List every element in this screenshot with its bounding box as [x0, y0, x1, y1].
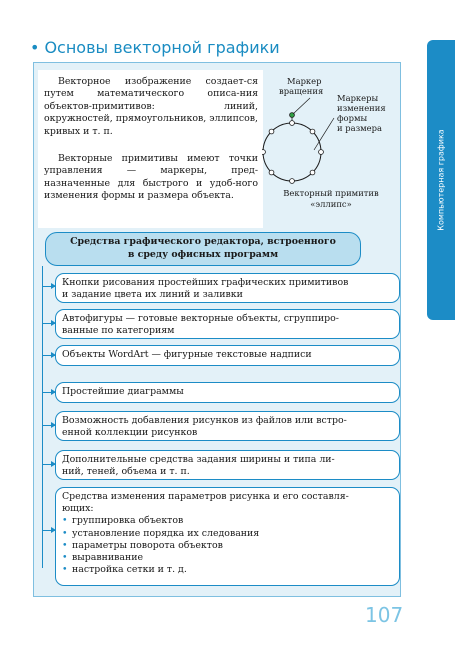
- chapter-tab-label: Компьютерная графика: [436, 129, 446, 231]
- resize-pointer: [314, 118, 334, 150]
- section-title-text: Основы векторной графики: [44, 38, 280, 57]
- intro-paragraph-2: Векторные примитивы имеют точки управления — маркеры, пред-назначенные для быстрого и удоб-ного изменения формы и размера объекта.: [44, 153, 258, 202]
- tool-item-line-2: ний, теней, объема и т. п.: [62, 466, 190, 478]
- figure-caption-line-1: Векторный примитив: [283, 188, 379, 198]
- connector-arrow: [42, 392, 55, 393]
- tool-item-line-1: Дополнительные средства задания ширины и типа ли-: [62, 454, 335, 465]
- rotation-pointer: [293, 98, 310, 114]
- tool-item-line-1: Простейшие диаграммы: [62, 386, 184, 397]
- tool-item-line-1: Автофигуры — готовые векторные объекты, сгруппиро-: [62, 313, 339, 324]
- title-bullet: •: [30, 38, 40, 57]
- tool-item-line-2: енной коллекции рисунков: [62, 427, 198, 439]
- connector-arrow: [42, 425, 55, 426]
- figure-caption-line-2: «эллипс»: [310, 198, 352, 209]
- tool-item-line-2: и задание цвета их линий и заливки: [62, 289, 243, 301]
- resize-handle-top-right: [310, 129, 315, 134]
- tool-item-line-2: ванные по категориям: [62, 325, 175, 337]
- tool-item: [55, 273, 400, 303]
- tool-item-line-1: Объекты WordArt — фигурные текстовые надписи: [62, 349, 312, 360]
- resize-handle-left: [262, 150, 265, 155]
- connector-line: [42, 266, 43, 568]
- parameter-list-item: • группировка объектов: [62, 515, 393, 527]
- chapter-tab: [427, 40, 455, 320]
- tool-item: [55, 411, 400, 441]
- resize-handle-top-left: [269, 129, 274, 134]
- tool-item: [55, 450, 400, 480]
- tool-item-line-1: Возможность добавления рисунков из файлов или встро-: [62, 415, 347, 426]
- parameter-list-item: • параметры поворота объектов: [62, 540, 393, 552]
- resize-label-2: изменения: [337, 103, 386, 113]
- resize-handle-bottom: [290, 179, 295, 184]
- tool-item-edit-parameters: [55, 487, 400, 586]
- resize-handle-bottom-left: [269, 170, 274, 175]
- page-number: 107: [365, 603, 404, 627]
- rotation-label-1: Маркер: [287, 76, 322, 86]
- tools-header-line-2: в среду офисных программ: [127, 248, 279, 260]
- connector-arrow: [42, 355, 55, 356]
- tool-item-line-1: Средства изменения параметров рисунка и его составля-: [62, 491, 349, 502]
- tool-item: [55, 382, 400, 403]
- tools-header: [45, 232, 361, 266]
- tool-item: [55, 345, 400, 366]
- connector-arrow: [42, 286, 55, 287]
- resize-handle-top: [290, 121, 295, 126]
- resize-handle-bottom-right: [310, 170, 315, 175]
- parameter-list-item: • установление порядка их следования: [62, 528, 393, 540]
- section-title: [30, 38, 280, 57]
- intro-paragraph-1: Векторное изображение создает-ся путем математического описа-ния объектов-примитивов: линий, окружностей, прямоугольников, эллипсов, кривых и т. п.: [44, 76, 259, 137]
- resize-handle-right: [319, 150, 324, 155]
- rotation-label-2: вращения: [279, 86, 324, 96]
- tools-header-line-1: Средства графического редактора, встроенного: [70, 236, 336, 247]
- connector-arrow: [42, 323, 55, 324]
- resize-label-4: и размера: [337, 123, 382, 133]
- connector-arrow: [42, 464, 55, 465]
- parameter-list-item: • настройка сетки и т. д.: [62, 564, 393, 576]
- figure-caption: [266, 188, 396, 209]
- tool-item-line-1: Кнопки рисования простейших графических примитивов: [62, 277, 349, 288]
- resize-label-3: формы: [337, 113, 368, 123]
- tool-item: [55, 309, 400, 339]
- tool-item-line-2: ющих:: [62, 503, 94, 515]
- parameter-list: [62, 515, 393, 576]
- parameter-list-item: • выравнивание: [62, 552, 393, 564]
- resize-label-1: Маркеры: [337, 93, 379, 103]
- connector-arrow: [42, 530, 55, 531]
